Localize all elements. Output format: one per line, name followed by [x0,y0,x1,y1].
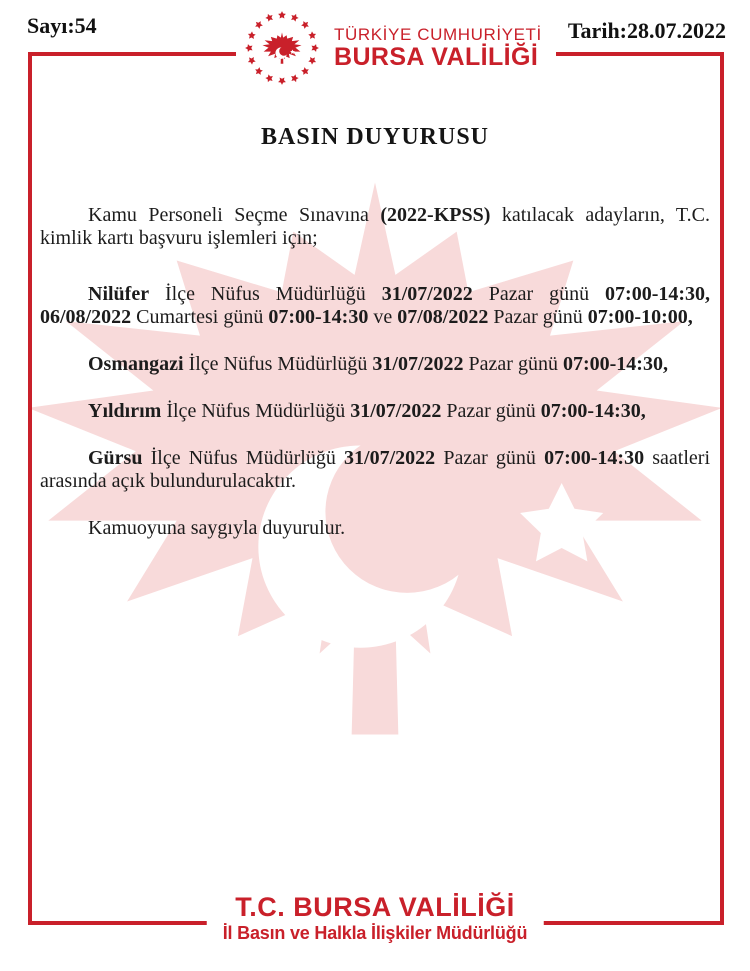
paragraph-closing: Kamuoyuna saygıyla duyurulur. [88,517,346,539]
footer-governorship-label: T.C. BURSA VALİLİĞİ [235,892,515,922]
document-date-label: Tarih:28.07.2022 [567,18,726,43]
letterhead-text [334,25,542,71]
paragraph-nilufer: Nilüfer İlçe Nüfus Müdürlüğü 31/07/2022 Pazar günü 07:00-14:30, 06/08/2022 Cumartesi günü 07:00-14:30 ve 07/08/2022 Pazar günü 07:00-10:00, [40,283,711,328]
announcement-body [40,122,710,564]
governorship-letterhead [236,0,556,96]
paragraph-intro: Kamu Personeli Seçme Sınavına (2022-KPSS) katılacak adayların, T.C. kimlik kartı başvuru işlemleri için; [40,204,710,249]
footer-department-label: İl Basın ve Halkla İlişkiler Müdürlüğü [222,923,528,943]
paragraph-gursu: Gürsu İlçe Nüfus Müdürlüğü 31/07/2022 Pazar günü 07:00-14:30 saatleri arasında açık bulundurulacaktır. [40,447,710,492]
footer-signature-block [207,893,544,944]
republic-title-label: TÜRKİYE CUMHURİYETİ [334,25,542,44]
page-title: BASIN DUYURUSU [260,124,490,150]
tc-government-emblem-icon [241,7,323,89]
governorship-name-label: BURSA VALİLİĞİ [334,43,539,71]
paragraph-yildirim: Yıldırım İlçe Nüfus Müdürlüğü 31/07/2022 Pazar günü 07:00-14:30, [88,400,646,422]
paragraph-osmangazi: Osmangazi İlçe Nüfus Müdürlüğü 31/07/2022 Pazar günü 07:00-14:30, [88,353,668,375]
document-number-label: Sayı:54 [27,13,97,38]
